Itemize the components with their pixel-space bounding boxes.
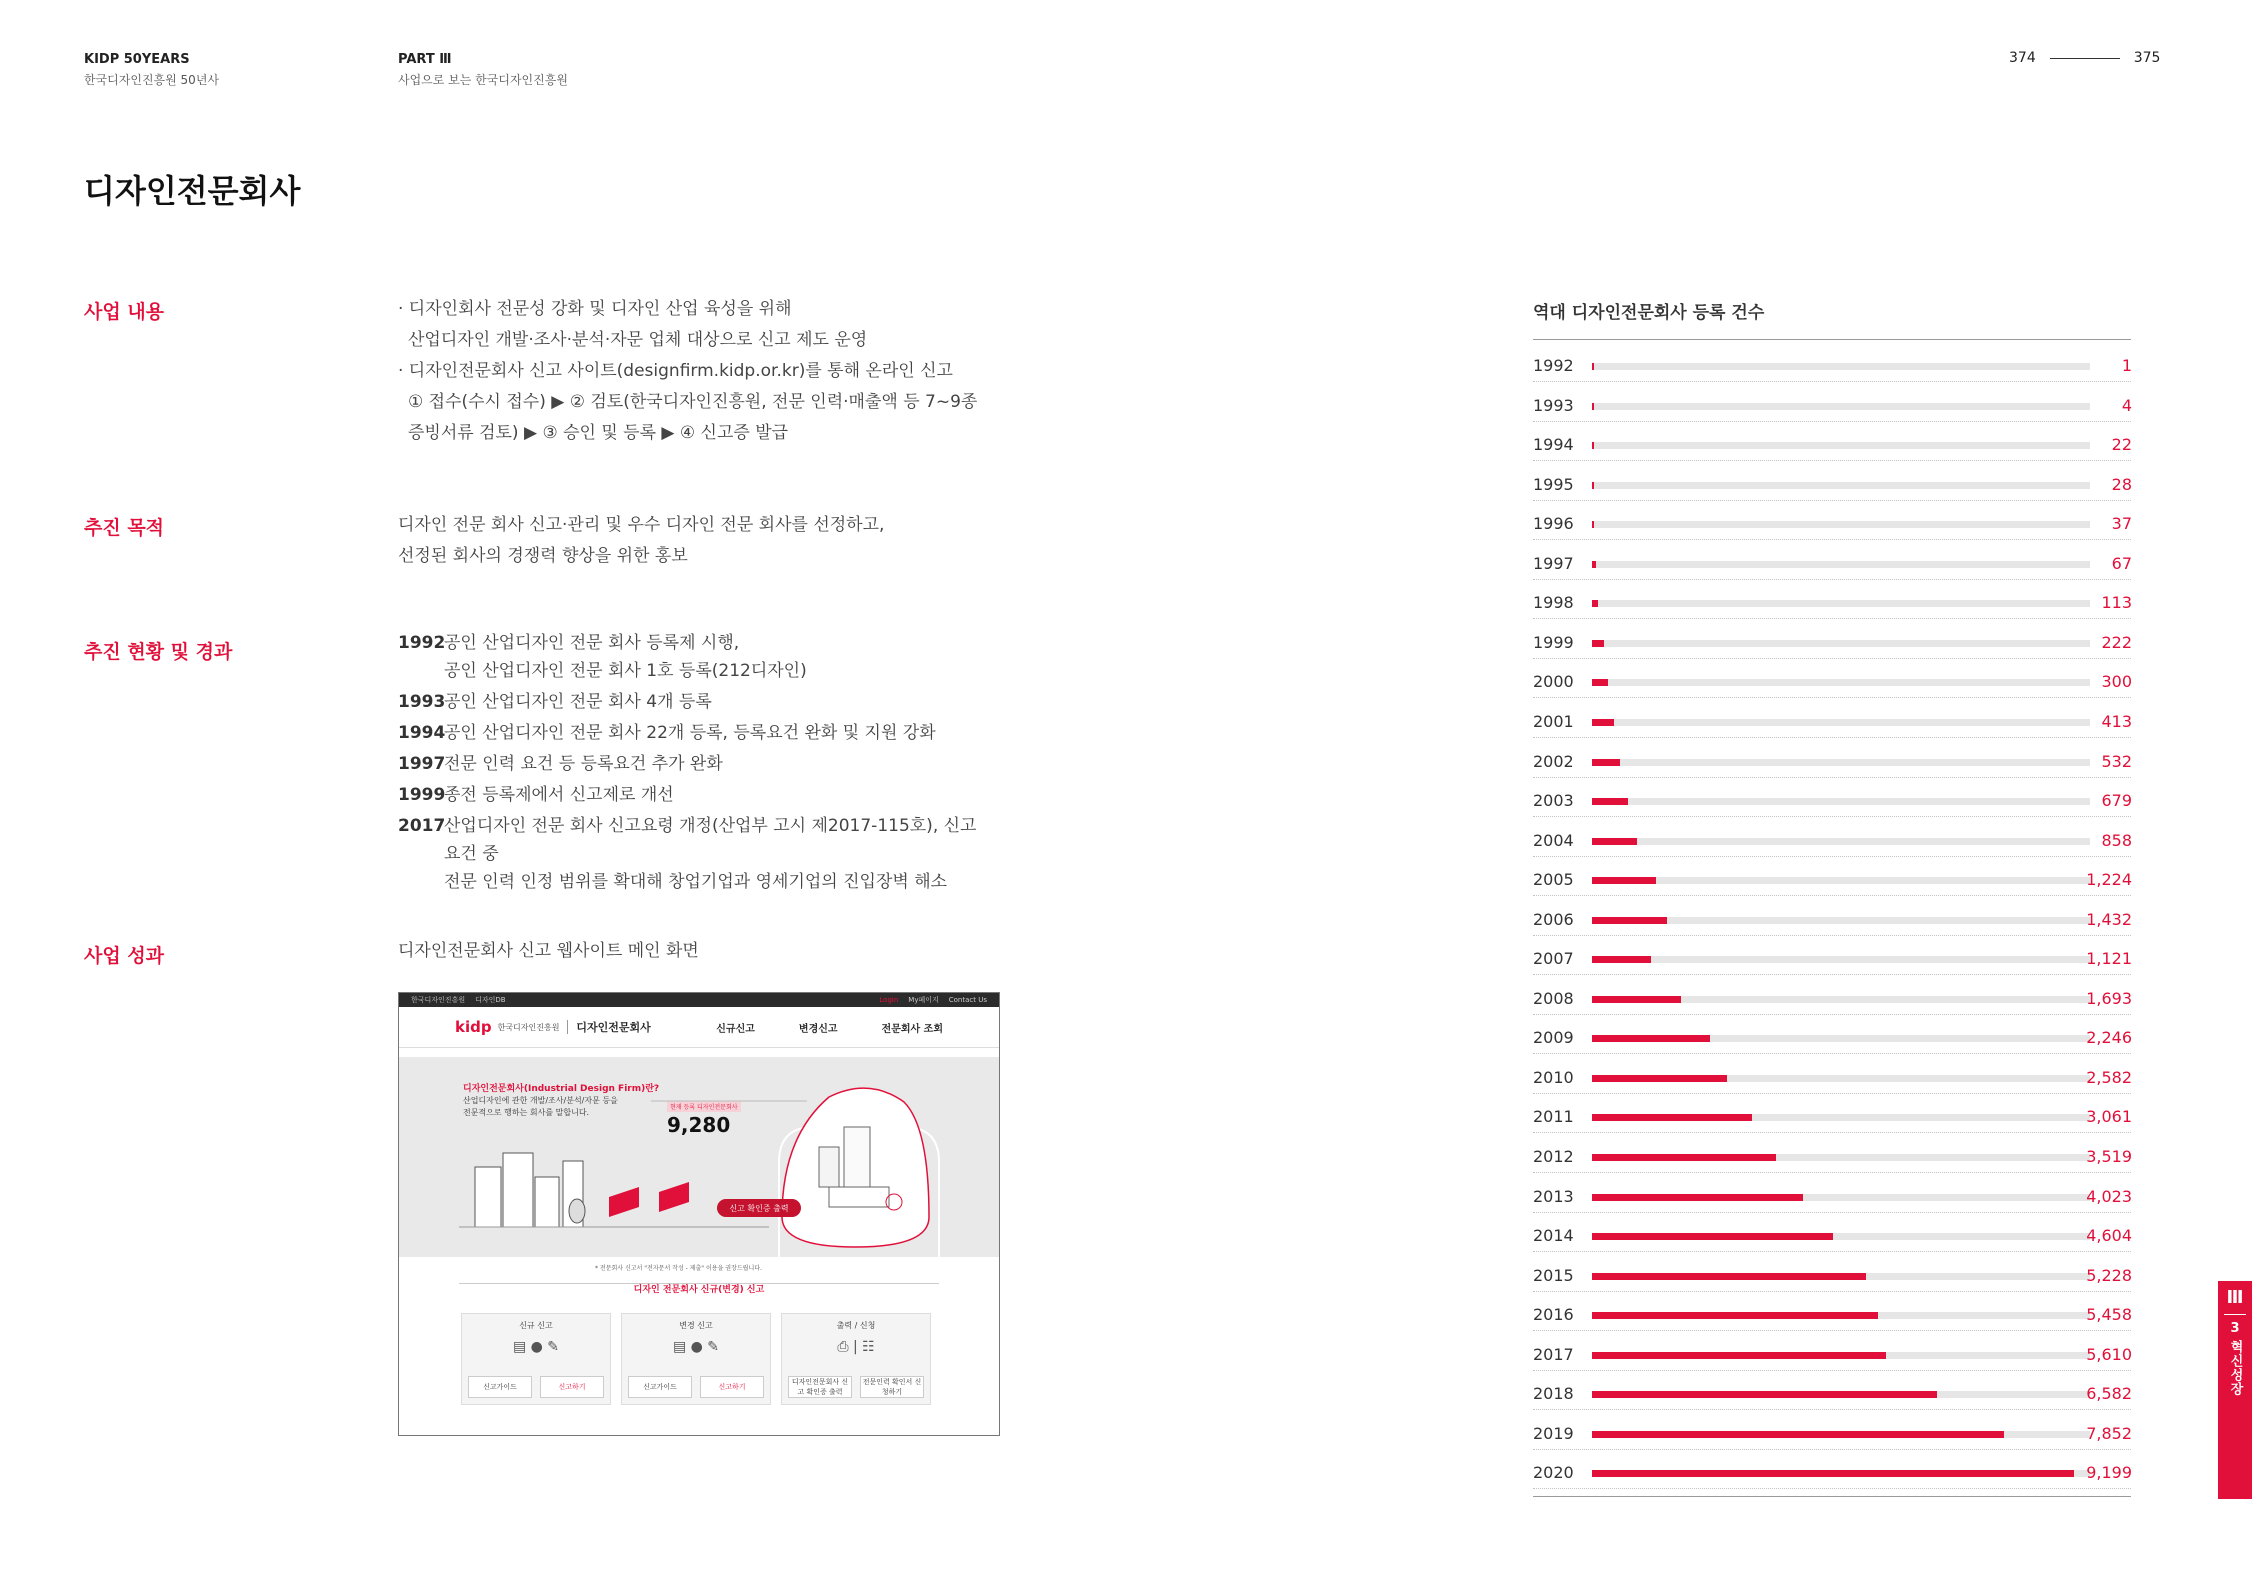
- row-divider: [1533, 1409, 2131, 1410]
- site-login-link: Login: [879, 996, 899, 1004]
- row-divider: [1533, 856, 2131, 857]
- history-text: 전문 인력 요건 등 등록요건 추가 완화: [444, 754, 723, 774]
- row-divider: [1533, 737, 2131, 738]
- site-form-title: 디자인 전문회사 신규(변경) 신고: [626, 1285, 773, 1295]
- bar-track: [1592, 640, 2090, 647]
- bar-track: [1592, 482, 2090, 489]
- year-label: 2005: [1533, 870, 1574, 889]
- site-logo: kidp: [455, 1018, 492, 1036]
- chapter-side-tab: [2218, 1281, 2252, 1499]
- content-line: 증빙서류 검토) ▶ ③ 승인 및 등록 ▶ ④ 신고증 발급: [408, 423, 789, 443]
- bar-track: [1592, 838, 2090, 845]
- section-label-progress: 추진 현황 및 경과: [84, 641, 233, 663]
- year-label: 2007: [1533, 949, 1574, 968]
- site-hero: [399, 1057, 999, 1257]
- chart-top-rule: [1533, 339, 2131, 340]
- value-label: 5,228: [2086, 1266, 2132, 1285]
- bar-1998: [1592, 600, 1598, 607]
- bar-track: [1592, 798, 2090, 805]
- history-item: [398, 688, 998, 716]
- bar-1992: [1592, 363, 1594, 370]
- site-hero-count: 9,280: [667, 1113, 731, 1137]
- section-label-purpose: 추진 목적: [84, 517, 165, 539]
- value-label: 5,458: [2086, 1305, 2132, 1324]
- site-hero-note: * 전문회사 신고서 "전자문서 작성 - 제출" 이용을 권장드립니다.: [595, 1265, 762, 1272]
- history-item: [398, 812, 998, 896]
- value-label: 9,199: [2086, 1463, 2132, 1482]
- bar-track: [1592, 561, 2090, 568]
- row-divider: [1533, 895, 2131, 896]
- value-label: 1,224: [2086, 870, 2132, 889]
- section-body-content: [398, 294, 977, 449]
- history-year: 1994: [398, 723, 446, 743]
- bar-2013: [1592, 1194, 1803, 1201]
- year-label: 2004: [1533, 831, 1574, 850]
- document-icon: ▤ ● ✎: [672, 1339, 720, 1355]
- value-label: 5,610: [2086, 1345, 2132, 1364]
- content-line: · 디자인회사 전문성 강화 및 디자인 산업 육성을 위해: [398, 299, 792, 319]
- value-label: 2,246: [2086, 1028, 2132, 1047]
- content-line: 산업디자인 개발·조사·분석·자문 업체 대상으로 신고 제도 운영: [408, 330, 868, 350]
- year-label: 2018: [1533, 1384, 1574, 1403]
- value-label: 858: [2101, 831, 2132, 850]
- row-divider: [1533, 816, 2131, 817]
- bar-track: [1592, 521, 2090, 528]
- bar-2000: [1592, 679, 1608, 686]
- bar-2002: [1592, 759, 1620, 766]
- bar-2016: [1592, 1312, 1878, 1319]
- bar-2001: [1592, 719, 1614, 726]
- bar-track: [1592, 403, 2090, 410]
- bar-2007: [1592, 956, 1651, 963]
- section-label-content: 사업 내용: [84, 301, 165, 323]
- row-divider: [1533, 579, 2131, 580]
- bar-track: [1592, 877, 2090, 884]
- year-label: 2016: [1533, 1305, 1574, 1324]
- history-text: 공인 산업디자인 전문 회사 1호 등록(212디자인): [444, 661, 807, 681]
- bar-1996: [1592, 521, 1594, 528]
- year-label: 2011: [1533, 1107, 1574, 1126]
- site-topbar-link: 디자인DB: [475, 996, 506, 1004]
- page-numbers: [2009, 50, 2160, 66]
- bar-2008: [1592, 996, 1681, 1003]
- year-label: 2001: [1533, 712, 1574, 731]
- value-label: 300: [2101, 672, 2132, 691]
- site-hero-illustration: [399, 1057, 999, 1257]
- part-header: [398, 52, 568, 88]
- page-number-divider: [2050, 58, 2120, 59]
- site-panel: [621, 1313, 771, 1405]
- site-nav-item: 전문회사 조회: [881, 1023, 943, 1035]
- bar-2010: [1592, 1075, 1727, 1082]
- history-year: 2017: [398, 816, 446, 836]
- site-hero-heading: 디자인전문회사(Industrial Design Firm)란?: [463, 1084, 660, 1094]
- site-nav: [399, 1007, 999, 1048]
- book-header: [84, 52, 219, 88]
- bar-track: [1592, 600, 2090, 607]
- bar-1995: [1592, 482, 1594, 489]
- site-contact-link: Contact Us: [948, 996, 987, 1004]
- row-divider: [1533, 777, 2131, 778]
- chapter-name: 혁신성장: [2227, 1340, 2243, 1396]
- year-label: 1994: [1533, 435, 1574, 454]
- value-label: 22: [2111, 435, 2132, 454]
- year-label: 2020: [1533, 1463, 1574, 1482]
- row-divider: [1533, 1449, 2131, 1450]
- year-label: 2017: [1533, 1345, 1574, 1364]
- purpose-line: 디자인 전문 회사 신고·관리 및 우수 디자인 전문 회사를 선정하고,: [398, 515, 885, 535]
- year-label: 2009: [1533, 1028, 1574, 1047]
- site-panel-button: 전문인력 확인서 신청하기: [860, 1376, 924, 1398]
- history-text: 공인 산업디자인 전문 회사 4개 등록: [444, 692, 712, 712]
- bar-2009: [1592, 1035, 1710, 1042]
- site-nav-item: 신규신고: [716, 1023, 755, 1035]
- year-label: 1995: [1533, 475, 1574, 494]
- bar-2004: [1592, 838, 1637, 845]
- site-panel-button: 신고가이드: [628, 1376, 692, 1398]
- year-label: 2015: [1533, 1266, 1574, 1285]
- value-label: 1,121: [2086, 949, 2132, 968]
- history-item: [398, 781, 998, 809]
- site-panel-button: 디자인전문회사 신고 확인증 출력: [788, 1376, 852, 1398]
- year-label: 1997: [1533, 554, 1574, 573]
- content-line: ① 접수(수시 접수) ▶ ② 검토(한국디자인진흥원, 전문 인력·매출액 등 7~9종: [408, 392, 978, 412]
- year-label: 1999: [1533, 633, 1574, 652]
- part-title: PART Ⅲ: [398, 52, 452, 67]
- history-text: 산업디자인 전문 회사 신고요령 개정(산업부 고시 제2017-115호), 신고 요건 중: [444, 816, 977, 864]
- bar-track: [1592, 363, 2090, 370]
- chart-bottom-rule: [1533, 1496, 2131, 1497]
- site-panel-title: 출력 / 신청: [836, 1321, 876, 1330]
- row-divider: [1533, 421, 2131, 422]
- history-text: 종전 등록제에서 신고제로 개선: [444, 785, 674, 805]
- value-label: 1,693: [2086, 989, 2132, 1008]
- bar-2020: [1592, 1470, 2074, 1477]
- year-label: 1993: [1533, 396, 1574, 415]
- history-text: 공인 산업디자인 전문 회사 등록제 시행,: [444, 633, 740, 653]
- value-label: 532: [2101, 752, 2132, 771]
- value-label: 2,582: [2086, 1068, 2132, 1087]
- value-label: 67: [2111, 554, 2132, 573]
- bar-1997: [1592, 561, 1596, 568]
- row-divider: [1533, 1291, 2131, 1292]
- row-divider: [1533, 974, 2131, 975]
- bar-track: [1592, 759, 2090, 766]
- site-panel-button: 신고가이드: [468, 1376, 532, 1398]
- site-panel-button: 신고하기: [540, 1376, 604, 1398]
- section-label-results: 사업 성과: [84, 945, 165, 967]
- year-label: 2003: [1533, 791, 1574, 810]
- row-divider: [1533, 658, 2131, 659]
- year-label: 2008: [1533, 989, 1574, 1008]
- year-label: 2013: [1533, 1187, 1574, 1206]
- history-item: [398, 750, 998, 778]
- row-divider: [1533, 1014, 2131, 1015]
- row-divider: [1533, 1093, 2131, 1094]
- page-number-left: 374: [2009, 50, 2036, 66]
- page-number-right: 375: [2133, 50, 2161, 66]
- row-divider: [1533, 381, 2131, 382]
- chapter-roman: Ⅲ: [2226, 1287, 2244, 1308]
- bar-2014: [1592, 1233, 1833, 1240]
- value-label: 4,023: [2086, 1187, 2132, 1206]
- bar-track: [1592, 442, 2090, 449]
- site-hero-text: 산업디자인에 관한 개발/조사/분석/자문 등을: [463, 1096, 618, 1105]
- row-divider: [1533, 618, 2131, 619]
- row-divider: [1533, 500, 2131, 501]
- site-panel-title: 변경 신고: [679, 1321, 713, 1330]
- part-subtitle: 사업으로 보는 한국디자인진흥원: [398, 73, 568, 87]
- website-screenshot: [398, 992, 1000, 1436]
- row-divider: [1533, 460, 2131, 461]
- site-mypage-link: My페이지: [908, 996, 939, 1004]
- row-divider: [1533, 1251, 2131, 1252]
- content-line: · 디자인전문회사 신고 사이트(designfirm.kidp.or.kr)를 통해 온라인 신고: [398, 361, 953, 381]
- site-panel: [461, 1313, 611, 1405]
- value-label: 4,604: [2086, 1226, 2132, 1245]
- row-divider: [1533, 697, 2131, 698]
- site-hero-badge: 현재 등록 디자인전문회사: [667, 1101, 741, 1112]
- bar-2017: [1592, 1352, 1886, 1359]
- history-year: 1993: [398, 692, 446, 712]
- site-panel-title: 신규 신고: [519, 1321, 553, 1330]
- bar-2011: [1592, 1114, 1752, 1121]
- year-label: 2014: [1533, 1226, 1574, 1245]
- book-title: KIDP 50YEARS: [84, 52, 190, 67]
- row-divider: [1533, 1212, 2131, 1213]
- year-label: 2006: [1533, 910, 1574, 929]
- value-label: 679: [2101, 791, 2132, 810]
- site-nav-item: 변경신고: [798, 1023, 838, 1035]
- year-label: 2002: [1533, 752, 1574, 771]
- bar-1993: [1592, 403, 1594, 410]
- bar-track: [1592, 956, 2090, 963]
- site-topbar-link: 한국디자인진흥원: [411, 996, 466, 1004]
- value-label: 6,582: [2086, 1384, 2132, 1403]
- row-divider: [1533, 1330, 2131, 1331]
- value-label: 1: [2121, 356, 2132, 375]
- value-label: 3,519: [2086, 1147, 2132, 1166]
- year-label: 2000: [1533, 672, 1574, 691]
- page-title: 디자인전문회사: [84, 172, 301, 210]
- value-label: 1,432: [2086, 910, 2132, 929]
- value-label: 28: [2111, 475, 2132, 494]
- bar-1994: [1592, 442, 1594, 449]
- row-divider: [1533, 1370, 2131, 1371]
- year-label: 1996: [1533, 514, 1574, 533]
- row-divider: [1533, 1053, 2131, 1054]
- year-label: 2010: [1533, 1068, 1574, 1087]
- progress-history: [398, 629, 998, 899]
- value-label: 113: [2101, 593, 2132, 612]
- site-hero-button: 신고 확인증 출력: [717, 1199, 801, 1217]
- bar-2003: [1592, 798, 1628, 805]
- bar-2005: [1592, 877, 1656, 884]
- site-panel-button: 신고하기: [700, 1376, 764, 1398]
- bar-2006: [1592, 917, 1667, 924]
- site-topbar: [399, 993, 999, 1007]
- value-label: 4: [2121, 396, 2132, 415]
- history-year: 1992: [398, 633, 446, 653]
- chapter-number: 3: [2230, 1321, 2240, 1336]
- history-text: 전문 인력 인정 범위를 확대해 창업기업과 영세기업의 진입장벽 해소: [444, 872, 948, 892]
- row-divider: [1533, 1132, 2131, 1133]
- site-name: 디자인전문회사: [576, 1021, 651, 1034]
- bar-2015: [1592, 1273, 1866, 1280]
- document-icon: ▤ ● ✎: [512, 1339, 560, 1355]
- history-item: [398, 629, 998, 685]
- results-caption: 디자인전문회사 신고 웹사이트 메인 화면: [398, 941, 699, 961]
- year-label: 2012: [1533, 1147, 1574, 1166]
- book-subtitle: 한국디자인진흥원 50년사: [84, 73, 220, 87]
- row-divider: [1533, 539, 2131, 540]
- row-divider: [1533, 1488, 2131, 1489]
- bar-track: [1592, 679, 2090, 686]
- history-year: 1997: [398, 754, 446, 774]
- year-label: 1992: [1533, 356, 1574, 375]
- value-label: 7,852: [2086, 1424, 2132, 1443]
- site-hero-text: 전문적으로 행하는 회사를 말합니다.: [463, 1108, 590, 1117]
- row-divider: [1533, 935, 2131, 936]
- bar-2012: [1592, 1154, 1776, 1161]
- value-label: 37: [2111, 514, 2132, 533]
- purpose-line: 선정된 회사의 경쟁력 향상을 위한 홍보: [398, 546, 688, 566]
- history-text: 공인 산업디자인 전문 회사 22개 등록, 등록요건 완화 및 지원 강화: [444, 723, 936, 743]
- value-label: 413: [2101, 712, 2132, 731]
- printer-icon: ⎙ | ☷: [837, 1339, 875, 1355]
- year-label: 1998: [1533, 593, 1574, 612]
- value-label: 222: [2101, 633, 2132, 652]
- year-label: 2019: [1533, 1424, 1574, 1443]
- history-item: [398, 719, 998, 747]
- bar-track: [1592, 719, 2090, 726]
- site-org-name: 한국디자인진흥원: [497, 1022, 560, 1032]
- history-year: 1999: [398, 785, 446, 805]
- value-label: 3,061: [2086, 1107, 2132, 1126]
- row-divider: [1533, 1172, 2131, 1173]
- section-body-purpose: [398, 510, 884, 572]
- bar-2018: [1592, 1391, 1937, 1398]
- bar-1999: [1592, 640, 1604, 647]
- site-panel: [781, 1313, 931, 1405]
- bar-2019: [1592, 1431, 2004, 1438]
- chart-title: 역대 디자인전문회사 등록 건수: [1533, 303, 1765, 323]
